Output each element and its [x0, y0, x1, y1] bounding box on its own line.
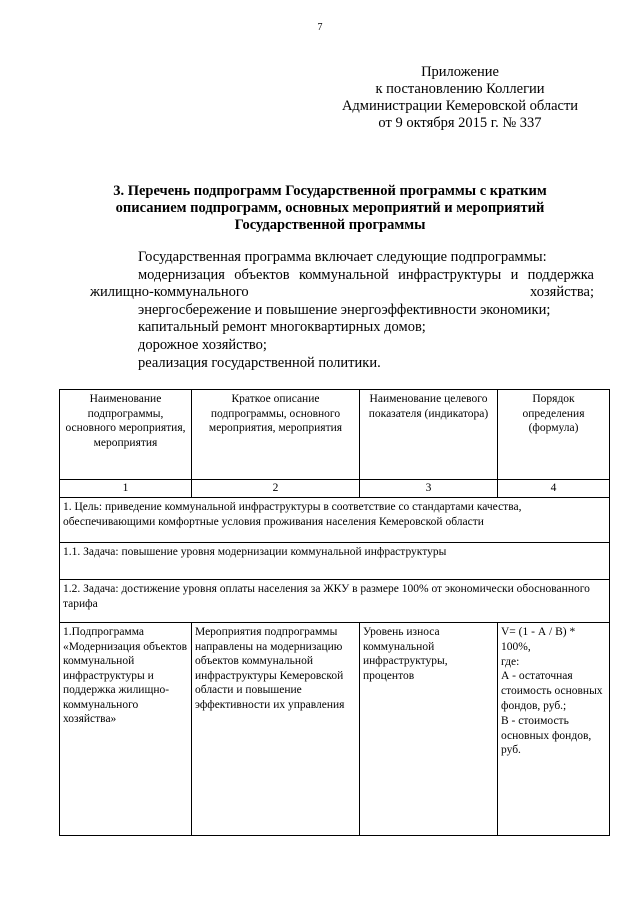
section-title: 3. Перечень подпрограмм Государственной программы с кратким описанием подпрограмм, основных мероприятий и мероприятий Государственной программы	[113, 183, 547, 233]
appendix-line: Приложение	[421, 64, 499, 80]
appendix-line: от 9 октября 2015 г. № 337	[378, 115, 542, 131]
appendix-line: Администрации Кемеровской области	[341, 98, 579, 114]
header-cell-indicator: Наименование целевого показателя (индикатора)	[360, 390, 498, 480]
intro-item: дорожное хозяйство;	[138, 336, 267, 353]
appendix-line: к постановлению Коллегии	[375, 81, 545, 97]
subprogram-description-cell: Мероприятия подпрограммы направлены на модернизацию объектов коммунальной инфраструктуры Кемеровской области и повышение эффективности их управления	[192, 623, 360, 836]
formula-line: В - стоимость основных фондов, руб.	[501, 714, 592, 757]
intro-item: энергосбережение и повышение энергоэффективности экономики;	[138, 301, 551, 318]
header-cell-formula: Порядок определения (формула)	[498, 390, 610, 480]
header-cell-description: Краткое описание подпрограммы, основного мероприятия, мероприятия	[192, 390, 360, 480]
task-cell: 1.1. Задача: повышение уровня модернизации коммунальной инфраструктуры	[60, 543, 610, 580]
table-row	[60, 498, 610, 543]
task-cell: 1.2. Задача: достижение уровня оплаты населения за ЖКУ в размере 100% от экономически обоснованного тарифа	[60, 580, 610, 623]
column-number-row	[60, 480, 610, 498]
intro-text	[90, 249, 594, 372]
intro-item: капитальный ремонт многоквартирных домов;	[138, 319, 426, 336]
page-number: 7	[317, 22, 323, 33]
goal-cell: 1. Цель: приведение коммунальной инфраструктуры в соответствие со стандартами качества, обеспечивающими комфортные условия проживания населения Кемеровской области	[60, 498, 610, 543]
table-row	[60, 623, 610, 836]
indicator-cell: Уровень износа коммунальной инфраструктуры, процентов	[360, 623, 498, 836]
subprogram-name-cell: 1.Подпрограмма «Модернизация объектов коммунальной инфраструктуры и поддержка жилищно-коммунального хозяйства»	[60, 623, 192, 836]
header-cell-name: Наименование подпрограммы, основного мероприятия, мероприятия	[60, 390, 192, 480]
formula-line: V= (1 - А / В) * 100%,	[501, 626, 576, 653]
column-number: 2	[192, 480, 360, 498]
table-row	[60, 543, 610, 580]
formula-line: А - остаточная стоимость основных фондов, руб.;	[501, 670, 603, 712]
column-number: 1	[60, 480, 192, 498]
column-number: 3	[360, 480, 498, 498]
intro-lead: Государственная программа включает следующие подпрограммы:	[138, 249, 547, 265]
subprograms-table	[59, 389, 610, 836]
table-header-row	[60, 390, 610, 480]
intro-item: модернизация объектов коммунальной инфраструктуры и поддержка жилищно-коммунального хозяйства;	[90, 266, 594, 301]
column-number: 4	[498, 480, 610, 498]
appendix-block	[330, 64, 590, 132]
intro-item: реализация государственной политики.	[138, 354, 381, 371]
formula-cell	[498, 623, 610, 836]
formula-line: где:	[501, 655, 520, 668]
table-row	[60, 580, 610, 623]
